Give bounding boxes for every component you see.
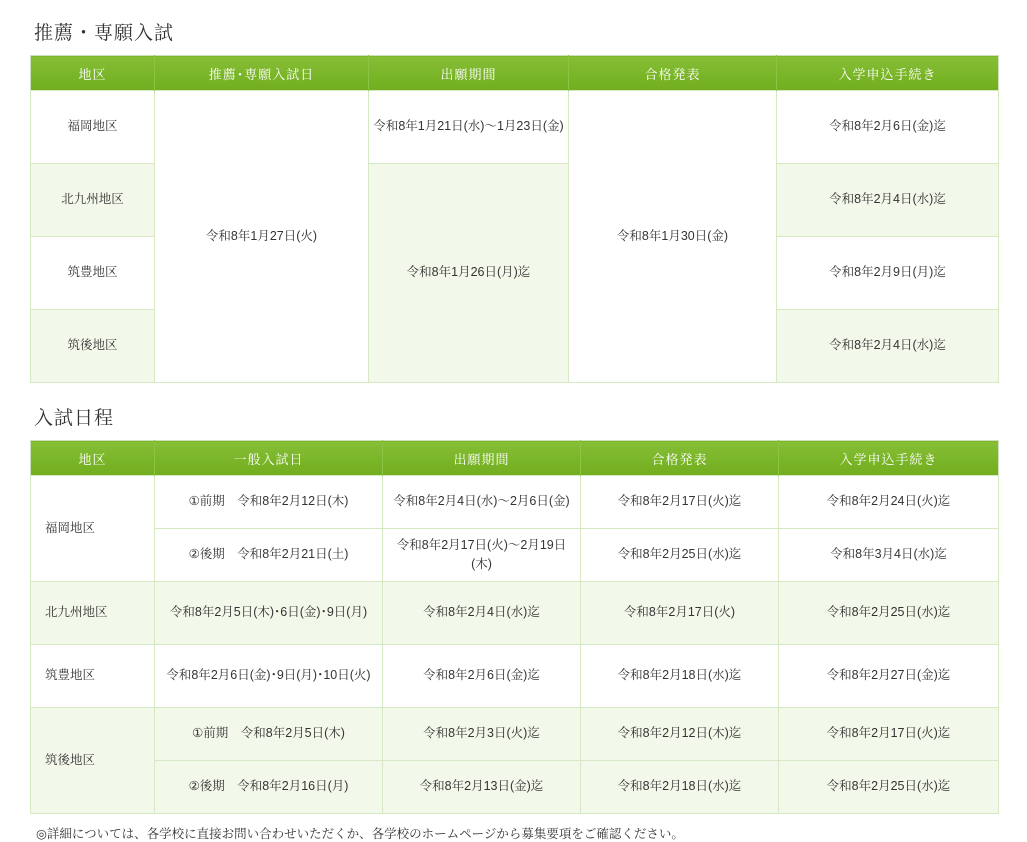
cell-exam-date: ①前期 令和8年2月5日(木) xyxy=(155,708,383,761)
cell-enrollment-procedure: 令和8年2月6日(金)迄 xyxy=(777,91,999,164)
cell-application-period: 令和8年1月21日(水)～1月23日(金) xyxy=(369,91,569,164)
cell-region: 北九州地区 xyxy=(31,164,155,237)
table-row xyxy=(31,91,999,164)
table-row xyxy=(31,529,999,582)
column-header-result-announcement: 合格発表 xyxy=(581,441,779,476)
cell-result-announcement: 令和8年2月17日(火) xyxy=(581,582,779,645)
column-header-exam-date: 一般入試日 xyxy=(155,441,383,476)
column-header-enrollment-procedure: 入学申込手続き xyxy=(779,441,999,476)
column-header-enrollment-procedure: 入学申込手続き xyxy=(777,56,999,91)
cell-region: 筑後地区 xyxy=(31,708,155,814)
cell-result-announcement: 令和8年2月18日(水)迄 xyxy=(581,645,779,708)
table-header-row xyxy=(31,56,999,91)
cell-exam-date: ①前期 令和8年2月12日(木) xyxy=(155,476,383,529)
cell-application-period: 令和8年2月13日(金)迄 xyxy=(383,761,581,814)
table-row xyxy=(31,645,999,708)
table-header-row xyxy=(31,441,999,476)
cell-enrollment-procedure: 令和8年2月4日(水)迄 xyxy=(777,310,999,383)
cell-application-period: 令和8年2月17日(火)～2月19日(木) xyxy=(383,529,581,582)
cell-region: 北九州地区 xyxy=(31,582,155,645)
footnote-text: ◎詳細については、各学校に直接お問い合わせいただくか、各学校のホームページから募集要項をご確認ください。 xyxy=(36,827,684,841)
cell-enrollment-procedure: 令和8年2月24日(火)迄 xyxy=(779,476,999,529)
cell-application-period: 令和8年2月6日(金)迄 xyxy=(383,645,581,708)
cell-application-period: 令和8年2月4日(水)迄 xyxy=(383,582,581,645)
cell-enrollment-procedure: 令和8年2月17日(火)迄 xyxy=(779,708,999,761)
cell-exam-date: 令和8年2月5日(木)･6日(金)･9日(月) xyxy=(155,582,383,645)
column-header-result-announcement: 合格発表 xyxy=(569,56,777,91)
cell-result-announcement: 令和8年1月30日(金) xyxy=(569,91,777,383)
cell-enrollment-procedure: 令和8年2月25日(水)迄 xyxy=(779,761,999,814)
cell-enrollment-procedure: 令和8年2月25日(水)迄 xyxy=(779,582,999,645)
table-row xyxy=(31,582,999,645)
general-schedule-table xyxy=(30,440,999,814)
cell-enrollment-procedure: 令和8年2月27日(金)迄 xyxy=(779,645,999,708)
cell-result-announcement: 令和8年2月18日(水)迄 xyxy=(581,761,779,814)
cell-result-announcement: 令和8年2月12日(木)迄 xyxy=(581,708,779,761)
page-title-recommendation: 推薦・専願入試 xyxy=(34,23,175,44)
cell-enrollment-procedure: 令和8年2月9日(月)迄 xyxy=(777,237,999,310)
table-row xyxy=(31,761,999,814)
cell-result-announcement: 令和8年2月25日(水)迄 xyxy=(581,529,779,582)
cell-region: 福岡地区 xyxy=(31,91,155,164)
cell-region: 筑豊地区 xyxy=(31,237,155,310)
cell-enrollment-procedure: 令和8年3月4日(水)迄 xyxy=(779,529,999,582)
cell-region: 筑後地区 xyxy=(31,310,155,383)
column-header-region: 地区 xyxy=(31,441,155,476)
cell-application-period: 令和8年1月26日(月)迄 xyxy=(369,164,569,383)
cell-enrollment-procedure: 令和8年2月4日(水)迄 xyxy=(777,164,999,237)
cell-region: 福岡地区 xyxy=(31,476,155,582)
page-title-general-schedule: 入試日程 xyxy=(34,408,115,429)
cell-application-period: 令和8年2月4日(水)～2月6日(金) xyxy=(383,476,581,529)
cell-exam-date: 令和8年2月6日(金)･9日(月)･10日(火) xyxy=(155,645,383,708)
column-header-exam-date: 推薦･専願入試日 xyxy=(155,56,369,91)
cell-result-announcement: 令和8年2月17日(火)迄 xyxy=(581,476,779,529)
column-header-region: 地区 xyxy=(31,56,155,91)
recommendation-schedule-table xyxy=(30,55,999,383)
cell-exam-date: ②後期 令和8年2月16日(月) xyxy=(155,761,383,814)
column-header-application-period: 出願期間 xyxy=(383,441,581,476)
table-row xyxy=(31,476,999,529)
table-row xyxy=(31,708,999,761)
cell-exam-date: 令和8年1月27日(火) xyxy=(155,91,369,383)
cell-exam-date: ②後期 令和8年2月21日(土) xyxy=(155,529,383,582)
cell-application-period: 令和8年2月3日(火)迄 xyxy=(383,708,581,761)
cell-region: 筑豊地区 xyxy=(31,645,155,708)
column-header-application-period: 出願期間 xyxy=(369,56,569,91)
